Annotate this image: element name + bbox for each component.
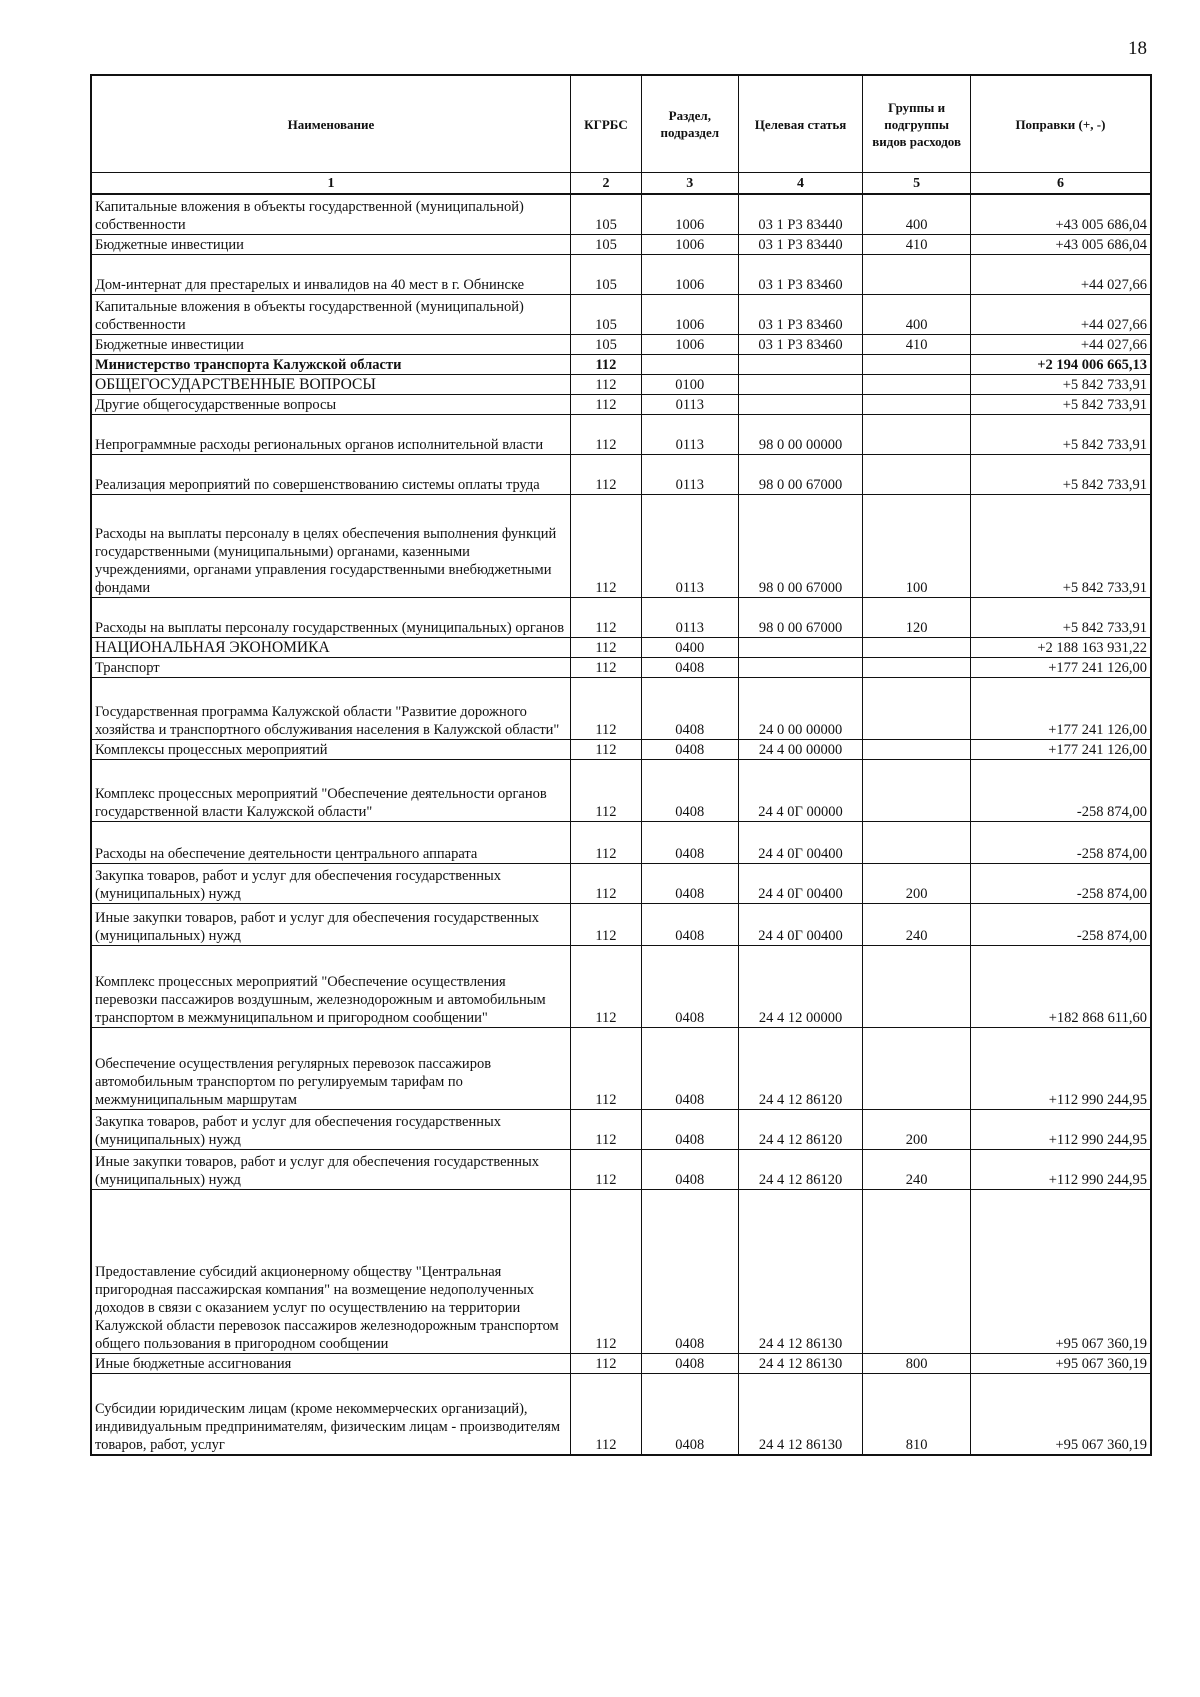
- row-razdel: [641, 354, 738, 374]
- row-name: Реализация мероприятий по совершенствованию системы оплаты труда: [91, 454, 570, 494]
- table-row: [91, 657, 1151, 677]
- row-amount: +112 990 244,95: [970, 1027, 1151, 1109]
- row-razdel: 1006: [641, 194, 738, 234]
- col-header-kgrbs: КГРБС: [570, 75, 641, 173]
- row-expense-group: 240: [863, 1149, 971, 1189]
- row-expense-group: 200: [863, 1109, 971, 1149]
- row-name: Капитальные вложения в объекты государственной (муниципальной) собственности: [91, 194, 570, 234]
- row-target-article: 03 1 Р3 83440: [738, 234, 863, 254]
- row-expense-group: [863, 254, 971, 294]
- row-amount: +5 842 733,91: [970, 394, 1151, 414]
- col-header-groups: Группы и подгруппы видов расходов: [863, 75, 971, 173]
- row-target-article: [738, 657, 863, 677]
- col-number: 2: [570, 173, 641, 195]
- row-target-article: 03 1 Р3 83460: [738, 254, 863, 294]
- table-row: [91, 945, 1151, 1027]
- row-razdel: 0408: [641, 759, 738, 821]
- row-amount: +95 067 360,19: [970, 1373, 1151, 1455]
- row-amount: +177 241 126,00: [970, 657, 1151, 677]
- row-kgrbs: 112: [570, 1027, 641, 1109]
- row-name: Комплекс процессных мероприятий "Обеспечение деятельности органов государственной власти Калужской области": [91, 759, 570, 821]
- row-name: НАЦИОНАЛЬНАЯ ЭКОНОМИКА: [91, 637, 570, 657]
- col-number: 4: [738, 173, 863, 195]
- col-header-amount: Поправки (+, -): [970, 75, 1151, 173]
- header-row: [91, 75, 1151, 173]
- row-target-article: 24 4 12 86130: [738, 1353, 863, 1373]
- row-razdel: 0408: [641, 677, 738, 739]
- table-row: [91, 194, 1151, 234]
- table-row: [91, 863, 1151, 903]
- row-kgrbs: 112: [570, 821, 641, 863]
- table-row: [91, 414, 1151, 454]
- row-razdel: 0408: [641, 1189, 738, 1353]
- row-kgrbs: 105: [570, 334, 641, 354]
- row-kgrbs: 105: [570, 294, 641, 334]
- row-amount: +5 842 733,91: [970, 454, 1151, 494]
- row-name: Иные закупки товаров, работ и услуг для обеспечения государственных (муниципальных) нужд: [91, 903, 570, 945]
- row-razdel: 0408: [641, 1373, 738, 1455]
- table-row: [91, 374, 1151, 394]
- col-number: 6: [970, 173, 1151, 195]
- row-kgrbs: 105: [570, 254, 641, 294]
- row-expense-group: 200: [863, 863, 971, 903]
- row-razdel: 0408: [641, 903, 738, 945]
- row-expense-group: [863, 1027, 971, 1109]
- row-amount: +44 027,66: [970, 294, 1151, 334]
- row-target-article: [738, 374, 863, 394]
- row-amount: -258 874,00: [970, 759, 1151, 821]
- row-razdel: 1006: [641, 254, 738, 294]
- row-name: Субсидии юридическим лицам (кроме некоммерческих организаций), индивидуальным предпринимателям, физическим лицам - производителям товаров, работ, услуг: [91, 1373, 570, 1455]
- row-target-article: 98 0 00 67000: [738, 454, 863, 494]
- budget-table: [90, 74, 1152, 1456]
- row-kgrbs: 112: [570, 354, 641, 374]
- row-amount: +5 842 733,91: [970, 494, 1151, 597]
- row-target-article: 24 4 0Г 00400: [738, 903, 863, 945]
- row-kgrbs: 105: [570, 234, 641, 254]
- row-kgrbs: 112: [570, 494, 641, 597]
- row-kgrbs: 112: [570, 863, 641, 903]
- row-expense-group: 800: [863, 1353, 971, 1373]
- table-row: [91, 739, 1151, 759]
- row-target-article: 24 0 00 00000: [738, 677, 863, 739]
- row-razdel: 0400: [641, 637, 738, 657]
- row-razdel: 0113: [641, 597, 738, 637]
- row-expense-group: 810: [863, 1373, 971, 1455]
- row-target-article: 24 4 0Г 00000: [738, 759, 863, 821]
- table-row: [91, 234, 1151, 254]
- row-name: Обеспечение осуществления регулярных перевозок пассажиров автомобильным транспортом по регулируемым тарифам по межмуниципальным маршрутам: [91, 1027, 570, 1109]
- row-razdel: 0408: [641, 821, 738, 863]
- row-kgrbs: 105: [570, 194, 641, 234]
- row-name: Непрограммные расходы региональных органов исполнительной власти: [91, 414, 570, 454]
- row-target-article: 24 4 00 00000: [738, 739, 863, 759]
- table-row: [91, 1027, 1151, 1109]
- row-amount: +95 067 360,19: [970, 1353, 1151, 1373]
- table-row: [91, 637, 1151, 657]
- row-razdel: 1006: [641, 294, 738, 334]
- row-target-article: [738, 354, 863, 374]
- row-target-article: 24 4 12 86120: [738, 1109, 863, 1149]
- row-name: Закупка товаров, работ и услуг для обеспечения государственных (муниципальных) нужд: [91, 1109, 570, 1149]
- row-name: Транспорт: [91, 657, 570, 677]
- row-expense-group: [863, 637, 971, 657]
- row-amount: +177 241 126,00: [970, 739, 1151, 759]
- row-expense-group: [863, 739, 971, 759]
- row-expense-group: [863, 1189, 971, 1353]
- row-kgrbs: 112: [570, 637, 641, 657]
- row-target-article: 03 1 Р3 83440: [738, 194, 863, 234]
- row-razdel: 0408: [641, 1149, 738, 1189]
- table-row: [91, 334, 1151, 354]
- row-name: Иные закупки товаров, работ и услуг для обеспечения государственных (муниципальных) нужд: [91, 1149, 570, 1189]
- row-kgrbs: 112: [570, 945, 641, 1027]
- row-amount: +2 194 006 665,13: [970, 354, 1151, 374]
- table-row: [91, 1109, 1151, 1149]
- row-expense-group: [863, 821, 971, 863]
- row-amount: -258 874,00: [970, 863, 1151, 903]
- row-name: Закупка товаров, работ и услуг для обеспечения государственных (муниципальных) нужд: [91, 863, 570, 903]
- table-body: [91, 194, 1151, 1455]
- table-row: [91, 454, 1151, 494]
- row-target-article: 24 4 12 00000: [738, 945, 863, 1027]
- row-expense-group: 400: [863, 194, 971, 234]
- table-row: [91, 254, 1151, 294]
- row-name: Другие общегосударственные вопросы: [91, 394, 570, 414]
- row-razdel: 0100: [641, 374, 738, 394]
- row-name: Комплекс процессных мероприятий "Обеспечение осуществления перевозки пассажиров воздушным, железнодорожным и автомобильным транспортом в межмуниципальном и пригородном сообщении": [91, 945, 570, 1027]
- col-number: 5: [863, 173, 971, 195]
- row-razdel: 0408: [641, 1353, 738, 1373]
- row-razdel: 1006: [641, 334, 738, 354]
- row-target-article: [738, 394, 863, 414]
- row-kgrbs: 112: [570, 1353, 641, 1373]
- row-expense-group: 410: [863, 234, 971, 254]
- row-kgrbs: 112: [570, 677, 641, 739]
- row-target-article: 98 0 00 67000: [738, 597, 863, 637]
- row-name: Министерство транспорта Калужской области: [91, 354, 570, 374]
- row-name: Комплексы процессных мероприятий: [91, 739, 570, 759]
- col-header-target: Целевая статья: [738, 75, 863, 173]
- table-row: [91, 597, 1151, 637]
- table-row: [91, 294, 1151, 334]
- row-target-article: 03 1 Р3 83460: [738, 294, 863, 334]
- table-row: [91, 677, 1151, 739]
- row-razdel: 0113: [641, 394, 738, 414]
- row-target-article: 98 0 00 00000: [738, 414, 863, 454]
- row-kgrbs: 112: [570, 414, 641, 454]
- row-target-article: 98 0 00 67000: [738, 494, 863, 597]
- row-expense-group: [863, 454, 971, 494]
- table-row: [91, 903, 1151, 945]
- table-row: [91, 1353, 1151, 1373]
- row-amount: +182 868 611,60: [970, 945, 1151, 1027]
- row-expense-group: 400: [863, 294, 971, 334]
- row-expense-group: [863, 394, 971, 414]
- row-expense-group: [863, 945, 971, 1027]
- row-kgrbs: 112: [570, 759, 641, 821]
- row-expense-group: [863, 657, 971, 677]
- col-number: 3: [641, 173, 738, 195]
- row-name: Бюджетные инвестиции: [91, 234, 570, 254]
- row-kgrbs: 112: [570, 597, 641, 637]
- row-target-article: 24 4 12 86130: [738, 1189, 863, 1353]
- row-kgrbs: 112: [570, 1373, 641, 1455]
- row-target-article: 24 4 12 86120: [738, 1027, 863, 1109]
- row-amount: +5 842 733,91: [970, 414, 1151, 454]
- col-header-name: Наименование: [91, 75, 570, 173]
- row-amount: +5 842 733,91: [970, 597, 1151, 637]
- row-amount: +95 067 360,19: [970, 1189, 1151, 1353]
- row-name: ОБЩЕГОСУДАРСТВЕННЫЕ ВОПРОСЫ: [91, 374, 570, 394]
- row-razdel: 0113: [641, 454, 738, 494]
- row-target-article: 03 1 Р3 83460: [738, 334, 863, 354]
- row-kgrbs: 112: [570, 1189, 641, 1353]
- row-razdel: 0113: [641, 494, 738, 597]
- row-amount: +44 027,66: [970, 334, 1151, 354]
- row-razdel: 0408: [641, 945, 738, 1027]
- row-razdel: 1006: [641, 234, 738, 254]
- row-target-article: [738, 637, 863, 657]
- row-name: Бюджетные инвестиции: [91, 334, 570, 354]
- row-amount: -258 874,00: [970, 903, 1151, 945]
- row-expense-group: [863, 677, 971, 739]
- row-razdel: 0408: [641, 1027, 738, 1109]
- col-header-razdel: Раздел, подраздел: [641, 75, 738, 173]
- row-expense-group: [863, 759, 971, 821]
- row-kgrbs: 112: [570, 1149, 641, 1189]
- row-target-article: 24 4 0Г 00400: [738, 863, 863, 903]
- table-row: [91, 1149, 1151, 1189]
- row-expense-group: [863, 414, 971, 454]
- table-row: [91, 394, 1151, 414]
- row-expense-group: [863, 354, 971, 374]
- table-row: [91, 1189, 1151, 1353]
- table-row: [91, 759, 1151, 821]
- row-kgrbs: 112: [570, 739, 641, 759]
- table-row: [91, 821, 1151, 863]
- row-target-article: 24 4 0Г 00400: [738, 821, 863, 863]
- table-row: [91, 354, 1151, 374]
- row-kgrbs: 112: [570, 394, 641, 414]
- row-razdel: 0408: [641, 1109, 738, 1149]
- row-name: Предоставление субсидий акционерному обществу "Центральная пригородная пассажирская компания" на возмещение недополученных доходов в связи с оказанием услуг по осуществлению на территории Калужской области перевозок пассажиров железнодорожным транспортом общего пользования в пригородном сообщении: [91, 1189, 570, 1353]
- row-name: Капитальные вложения в объекты государственной (муниципальной) собственности: [91, 294, 570, 334]
- row-expense-group: [863, 374, 971, 394]
- row-razdel: 0408: [641, 739, 738, 759]
- row-amount: +112 990 244,95: [970, 1149, 1151, 1189]
- row-name: Иные бюджетные ассигнования: [91, 1353, 570, 1373]
- table-row: [91, 494, 1151, 597]
- row-amount: +177 241 126,00: [970, 677, 1151, 739]
- row-name: Расходы на выплаты персоналу в целях обеспечения выполнения функций государственными (муниципальными) органами, казенными учреждениями, органами управления государственными внебюджетными фондами: [91, 494, 570, 597]
- row-kgrbs: 112: [570, 374, 641, 394]
- table-row: [91, 1373, 1151, 1455]
- column-number-row: [91, 173, 1151, 195]
- row-target-article: 24 4 12 86130: [738, 1373, 863, 1455]
- row-name: Государственная программа Калужской области "Развитие дорожного хозяйства и транспортного обслуживания населения в Калужской области": [91, 677, 570, 739]
- row-razdel: 0408: [641, 657, 738, 677]
- row-name: Расходы на выплаты персоналу государственных (муниципальных) органов: [91, 597, 570, 637]
- row-amount: -258 874,00: [970, 821, 1151, 863]
- row-name: Расходы на обеспечение деятельности центрального аппарата: [91, 821, 570, 863]
- row-expense-group: 120: [863, 597, 971, 637]
- row-razdel: 0408: [641, 863, 738, 903]
- row-kgrbs: 112: [570, 454, 641, 494]
- row-razdel: 0113: [641, 414, 738, 454]
- page-number: 18: [1128, 38, 1147, 59]
- row-expense-group: 100: [863, 494, 971, 597]
- row-kgrbs: 112: [570, 657, 641, 677]
- col-number: 1: [91, 173, 570, 195]
- row-amount: +5 842 733,91: [970, 374, 1151, 394]
- row-amount: +43 005 686,04: [970, 234, 1151, 254]
- row-expense-group: 240: [863, 903, 971, 945]
- row-amount: +44 027,66: [970, 254, 1151, 294]
- row-kgrbs: 112: [570, 1109, 641, 1149]
- row-target-article: 24 4 12 86120: [738, 1149, 863, 1189]
- row-amount: +2 188 163 931,22: [970, 637, 1151, 657]
- row-name: Дом-интернат для престарелых и инвалидов на 40 мест в г. Обнинске: [91, 254, 570, 294]
- row-amount: +112 990 244,95: [970, 1109, 1151, 1149]
- row-expense-group: 410: [863, 334, 971, 354]
- row-kgrbs: 112: [570, 903, 641, 945]
- row-amount: +43 005 686,04: [970, 194, 1151, 234]
